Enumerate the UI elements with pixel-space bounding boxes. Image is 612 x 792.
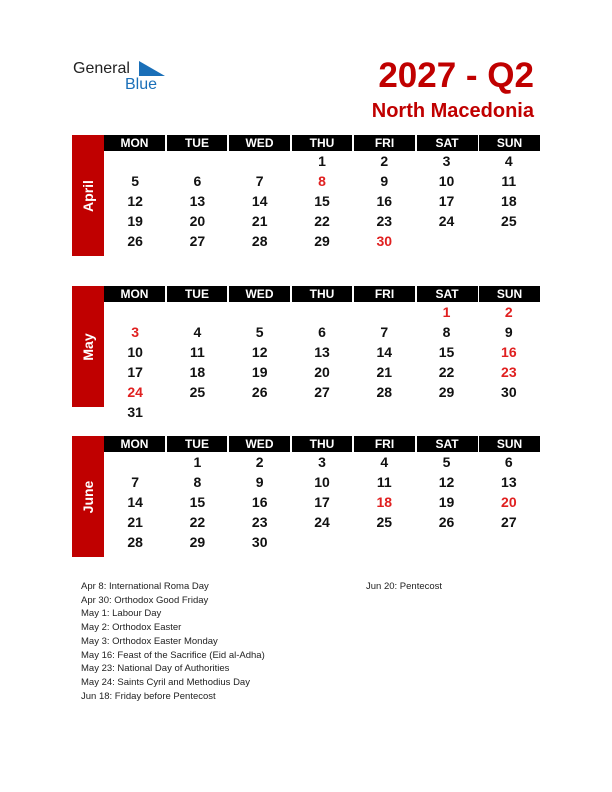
holiday-day-cell: 20 bbox=[501, 494, 517, 510]
day-cell: 4 bbox=[380, 454, 389, 470]
week-row bbox=[104, 472, 540, 492]
day-cell bbox=[104, 151, 166, 171]
day-cell: 5 bbox=[131, 173, 140, 189]
day-cell: 23 bbox=[251, 514, 268, 530]
holiday-day-cell: 2 bbox=[504, 304, 513, 320]
weekday-header: TUE bbox=[167, 436, 228, 452]
day-cell bbox=[478, 231, 540, 251]
day-cell: 27 bbox=[314, 384, 330, 400]
week-row bbox=[104, 171, 540, 191]
weekday-header: THU bbox=[292, 436, 353, 452]
day-cell: 26 bbox=[251, 384, 268, 400]
month-grid bbox=[104, 135, 540, 251]
month-june bbox=[72, 436, 540, 557]
weekday-header: FRI bbox=[354, 286, 415, 302]
day-cell: 15 bbox=[314, 193, 330, 209]
day-cell: 15 bbox=[189, 494, 206, 510]
month-may bbox=[72, 286, 540, 420]
holiday-entry: May 24: Saints Cyril and Methodius Day bbox=[81, 676, 250, 688]
holiday-day-cell: 30 bbox=[376, 233, 393, 249]
day-cell: 29 bbox=[438, 384, 455, 400]
week-row bbox=[104, 231, 540, 251]
weekday-header-row bbox=[104, 135, 540, 151]
holiday-list-left bbox=[81, 580, 265, 703]
day-cell bbox=[166, 402, 228, 422]
day-cell: 5 bbox=[255, 324, 264, 340]
week-row bbox=[104, 492, 540, 512]
weekday-header-row bbox=[104, 286, 540, 302]
day-cell: 14 bbox=[376, 344, 393, 360]
day-cell bbox=[166, 151, 228, 171]
month-label: May bbox=[80, 332, 96, 361]
month-april bbox=[72, 135, 540, 256]
weekday-header: MON bbox=[104, 286, 165, 302]
day-cell: 2 bbox=[255, 454, 264, 470]
week-row bbox=[104, 532, 540, 552]
week-row bbox=[104, 452, 540, 472]
day-cell bbox=[478, 532, 540, 552]
holiday-entry: May 16: Feast of the Sacrifice (Eid al-Adha) bbox=[81, 649, 265, 661]
day-cell: 13 bbox=[501, 474, 517, 490]
holiday-entry: Apr 30: Orthodox Good Friday bbox=[81, 594, 209, 606]
day-cell: 20 bbox=[314, 364, 330, 380]
day-cell: 13 bbox=[189, 193, 206, 209]
holiday-entry: May 3: Orthodox Easter Monday bbox=[81, 635, 218, 647]
day-cell bbox=[415, 231, 477, 251]
week-row bbox=[104, 362, 540, 382]
holiday-entry: May 2: Orthodox Easter bbox=[81, 622, 182, 634]
day-cell: 13 bbox=[314, 344, 330, 360]
day-cell: 23 bbox=[376, 213, 393, 229]
day-cell: 26 bbox=[127, 233, 143, 249]
month-tab bbox=[72, 135, 104, 256]
weekday-header: TUE bbox=[167, 135, 228, 151]
day-cell: 30 bbox=[501, 384, 517, 400]
holiday-day-cell: 16 bbox=[501, 344, 517, 360]
day-cell: 1 bbox=[193, 454, 202, 470]
day-cell: 24 bbox=[314, 514, 330, 530]
month-label: April bbox=[80, 179, 96, 212]
day-cell: 10 bbox=[438, 173, 455, 189]
day-cell: 12 bbox=[251, 344, 268, 360]
month-tab bbox=[72, 286, 104, 407]
month-tab bbox=[72, 436, 104, 557]
weekday-header: WED bbox=[229, 436, 290, 452]
day-cell: 11 bbox=[190, 344, 205, 360]
day-cell: 29 bbox=[189, 534, 206, 550]
day-cell bbox=[353, 402, 415, 422]
day-cell: 14 bbox=[127, 494, 143, 510]
holiday-day-cell: 8 bbox=[318, 173, 326, 189]
day-cell bbox=[353, 532, 415, 552]
day-cell: 17 bbox=[438, 193, 455, 209]
day-cell bbox=[291, 402, 353, 422]
day-cell: 11 bbox=[501, 173, 517, 189]
weekday-header: SUN bbox=[479, 286, 540, 302]
week-row bbox=[104, 302, 540, 322]
day-cell: 16 bbox=[251, 494, 268, 510]
day-cell: 1 bbox=[318, 153, 326, 169]
day-cell: 9 bbox=[380, 173, 389, 189]
day-cell: 26 bbox=[438, 514, 455, 530]
holiday-day-cell: 1 bbox=[442, 304, 451, 320]
day-cell: 20 bbox=[189, 213, 206, 229]
day-cell: 6 bbox=[504, 454, 513, 470]
country-name: North Macedonia bbox=[371, 100, 534, 122]
day-cell: 6 bbox=[318, 324, 326, 340]
logo-text-general: General bbox=[73, 60, 130, 77]
day-cell: 14 bbox=[251, 193, 268, 209]
week-row bbox=[104, 402, 540, 422]
day-cell: 28 bbox=[376, 384, 393, 400]
day-cell: 27 bbox=[189, 233, 206, 249]
week-row bbox=[104, 342, 540, 362]
day-cell bbox=[104, 302, 166, 322]
week-row bbox=[104, 211, 540, 231]
month-grid bbox=[104, 286, 540, 422]
holiday-entry: Jun 20: Pentecost bbox=[366, 581, 443, 592]
day-cell: 30 bbox=[251, 534, 268, 550]
day-cell: 17 bbox=[127, 364, 143, 380]
day-cell: 3 bbox=[442, 153, 451, 169]
week-row bbox=[104, 151, 540, 171]
weekday-header-row bbox=[104, 436, 540, 452]
day-cell: 29 bbox=[314, 233, 330, 249]
day-cell bbox=[229, 402, 291, 422]
day-cell: 9 bbox=[255, 474, 264, 490]
weekday-header: FRI bbox=[354, 135, 415, 151]
day-cell bbox=[229, 151, 291, 171]
day-cell: 28 bbox=[127, 534, 143, 550]
day-cell: 15 bbox=[438, 344, 455, 360]
holiday-entry: May 23: National Day of Authorities bbox=[81, 663, 230, 675]
weekday-header: SAT bbox=[417, 135, 478, 151]
day-cell: 7 bbox=[255, 173, 264, 189]
day-cell: 22 bbox=[438, 364, 455, 380]
weekday-header: WED bbox=[229, 135, 290, 151]
logo-flag-icon bbox=[139, 61, 165, 76]
day-cell: 19 bbox=[251, 364, 268, 380]
weekday-header: MON bbox=[104, 436, 165, 452]
day-cell bbox=[229, 302, 291, 322]
day-cell: 9 bbox=[504, 324, 513, 340]
weekday-header: SUN bbox=[479, 135, 540, 151]
day-cell: 4 bbox=[504, 153, 513, 169]
day-cell: 19 bbox=[438, 494, 455, 510]
holiday-list-right bbox=[366, 580, 442, 594]
day-cell: 22 bbox=[314, 213, 330, 229]
day-cell: 10 bbox=[314, 474, 330, 490]
day-cell: 31 bbox=[127, 404, 143, 420]
day-cell: 6 bbox=[193, 173, 202, 189]
day-cell: 19 bbox=[127, 213, 143, 229]
day-cell: 18 bbox=[501, 193, 517, 209]
day-cell: 28 bbox=[251, 233, 268, 249]
month-label: June bbox=[80, 480, 96, 513]
day-cell bbox=[353, 302, 415, 322]
day-cell: 21 bbox=[127, 514, 143, 530]
logo bbox=[73, 60, 173, 96]
holiday-entry: Apr 8: International Roma Day bbox=[81, 581, 209, 592]
day-cell bbox=[415, 532, 477, 552]
weekday-header: THU bbox=[292, 286, 353, 302]
weekday-header: SAT bbox=[417, 286, 478, 302]
weekday-header: THU bbox=[292, 135, 353, 151]
day-cell: 17 bbox=[314, 494, 330, 510]
page-title: 2027 - Q2 bbox=[378, 56, 534, 95]
weekday-header: FRI bbox=[354, 436, 415, 452]
day-cell: 10 bbox=[127, 344, 143, 360]
day-cell: 24 bbox=[438, 213, 455, 229]
day-cell: 7 bbox=[380, 324, 389, 340]
weekday-header: SAT bbox=[417, 436, 478, 452]
day-cell: 8 bbox=[442, 324, 451, 340]
holiday-entry: May 1: Labour Day bbox=[81, 608, 162, 620]
day-cell bbox=[415, 402, 477, 422]
day-cell: 5 bbox=[442, 454, 451, 470]
week-row bbox=[104, 191, 540, 211]
holiday-day-cell: 24 bbox=[127, 384, 143, 400]
day-cell: 18 bbox=[189, 364, 206, 380]
day-cell bbox=[104, 452, 166, 472]
day-cell: 25 bbox=[189, 384, 206, 400]
day-cell: 21 bbox=[251, 213, 268, 229]
weekday-header: TUE bbox=[167, 286, 228, 302]
day-cell: 12 bbox=[127, 193, 143, 209]
holiday-day-cell: 23 bbox=[501, 364, 517, 380]
week-row bbox=[104, 322, 540, 342]
week-row bbox=[104, 382, 540, 402]
day-cell: 16 bbox=[376, 193, 393, 209]
holiday-day-cell: 18 bbox=[376, 494, 393, 510]
logo-text-blue: Blue bbox=[125, 76, 158, 93]
day-cell: 7 bbox=[131, 474, 140, 490]
day-cell: 25 bbox=[376, 514, 393, 530]
day-cell: 4 bbox=[193, 324, 202, 340]
weekday-header: WED bbox=[229, 286, 290, 302]
day-cell: 3 bbox=[318, 454, 326, 470]
day-cell bbox=[291, 302, 353, 322]
day-cell: 22 bbox=[189, 514, 206, 530]
day-cell: 21 bbox=[376, 364, 393, 380]
week-row bbox=[104, 512, 540, 532]
day-cell bbox=[478, 402, 540, 422]
day-cell: 8 bbox=[193, 474, 202, 490]
holiday-day-cell: 3 bbox=[131, 324, 140, 340]
month-grid bbox=[104, 436, 540, 552]
weekday-header: MON bbox=[104, 135, 165, 151]
holiday-entry: Jun 18: Friday before Pentecost bbox=[81, 690, 216, 702]
day-cell: 27 bbox=[501, 514, 517, 530]
day-cell: 2 bbox=[380, 153, 389, 169]
day-cell: 11 bbox=[376, 474, 392, 490]
day-cell: 25 bbox=[501, 213, 517, 229]
day-cell bbox=[166, 302, 228, 322]
weekday-header: SUN bbox=[479, 436, 540, 452]
day-cell bbox=[291, 532, 353, 552]
day-cell: 12 bbox=[438, 474, 455, 490]
